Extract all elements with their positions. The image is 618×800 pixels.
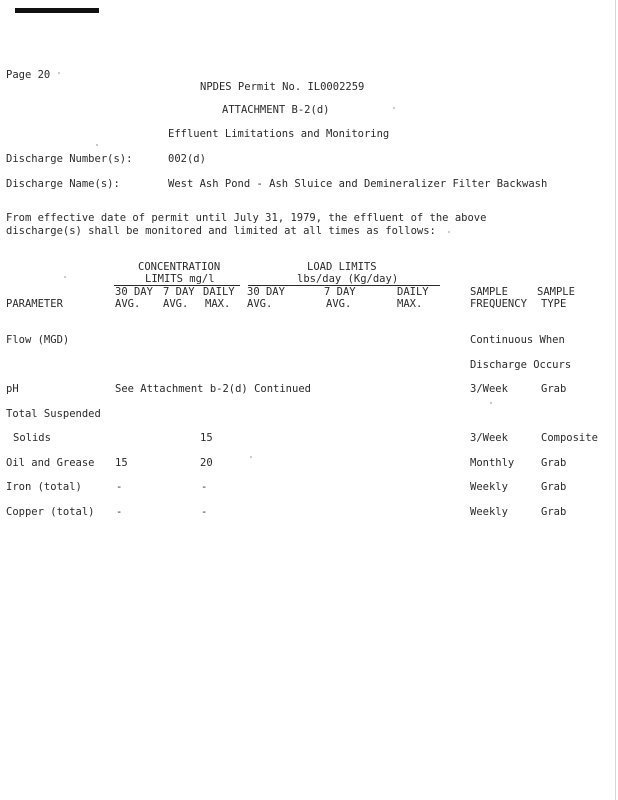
discharge-number-label: Discharge Number(s): — [6, 153, 133, 165]
type-oil: Grab — [541, 457, 567, 469]
freq-flow: Continuous When — [470, 334, 565, 346]
param-tss: Total Suspended — [6, 408, 101, 420]
conc-daily-solids: 15 — [200, 432, 213, 444]
load-30day-header: 30 DAY — [247, 286, 285, 298]
scan-speck — [96, 144, 98, 146]
scan-speck — [250, 456, 252, 458]
freq-copper: Weekly — [470, 506, 508, 518]
freq-ph: 3/Week — [470, 383, 508, 395]
conc-daily-copper: - — [201, 506, 208, 518]
conc-daily-header: DAILY — [203, 286, 235, 298]
discharge-name-value: West Ash Pond - Ash Sluice and Demineralizer Filter Backwash — [168, 178, 548, 190]
load-daily-max: MAX. — [397, 298, 423, 310]
param-solids: Solids — [13, 432, 51, 444]
discharge-name-label: Discharge Name(s): — [6, 178, 120, 190]
intro-line-1: From effective date of permit until July 31, 1979, the effluent of the above — [6, 212, 487, 224]
conc-30day-avg: AVG. — [115, 298, 141, 310]
scan-speck — [58, 72, 60, 74]
freq-flow-cont: Discharge Occurs — [470, 359, 572, 371]
freq-oil: Monthly — [470, 457, 515, 469]
conc-30day-copper: - — [116, 506, 123, 518]
conc-7day-header: 7 DAY — [163, 286, 195, 298]
page-number: Page 20 — [6, 69, 51, 81]
discharge-number-value: 002(d) — [168, 153, 206, 165]
load-daily-header: DAILY — [397, 286, 429, 298]
conc-7day-avg: AVG. — [163, 298, 189, 310]
freq-iron: Weekly — [470, 481, 508, 493]
scan-speck — [490, 402, 492, 404]
conc-30day-header: 30 DAY — [115, 286, 153, 298]
type-solids: Composite — [541, 432, 598, 444]
load-7day-avg: AVG. — [326, 298, 352, 310]
concentration-units: LIMITS mg/l — [145, 273, 215, 285]
load-7day-header: 7 DAY — [324, 286, 356, 298]
scan-speck — [448, 231, 450, 233]
load-30day-avg: AVG. — [247, 298, 273, 310]
freq-solids: 3/Week — [470, 432, 508, 444]
note-ph: See Attachment b-2(d) Continued — [115, 383, 311, 395]
scan-speck — [393, 107, 395, 109]
param-oil-grease: Oil and Grease — [6, 457, 95, 469]
parameter-header: PARAMETER — [6, 298, 63, 310]
param-ph: pH — [6, 383, 19, 395]
type-copper: Grab — [541, 506, 567, 518]
load-units: lbs/day (Kg/day) — [297, 273, 399, 285]
conc-daily-iron: - — [201, 481, 208, 493]
conc-daily-max: MAX. — [205, 298, 231, 310]
conc-daily-oil: 20 — [200, 457, 213, 469]
load-heading: LOAD LIMITS — [307, 261, 377, 273]
scan-speck — [64, 276, 66, 278]
page-edge-shadow — [615, 0, 616, 800]
param-copper: Copper (total) — [6, 506, 95, 518]
type-iron: Grab — [541, 481, 567, 493]
param-flow: Flow (MGD) — [6, 334, 70, 346]
document-subtitle: Effluent Limitations and Monitoring — [168, 128, 390, 140]
concentration-heading: CONCENTRATION — [138, 261, 221, 273]
conc-30day-oil: 15 — [115, 457, 128, 469]
param-iron: Iron (total) — [6, 481, 82, 493]
type-ph: Grab — [541, 383, 567, 395]
intro-line-2: discharge(s) shall be monitored and limited at all times as follows: — [6, 225, 436, 237]
permit-number: NPDES Permit No. IL0002259 — [200, 81, 365, 93]
conc-30day-iron: - — [116, 481, 123, 493]
scan-mark — [15, 8, 99, 13]
sample-type-header-1: SAMPLE — [537, 286, 575, 298]
sample-type-header-2: TYPE — [541, 298, 567, 310]
sample-frequency-header-1: SAMPLE — [470, 286, 508, 298]
attachment-title: ATTACHMENT B-2(d) — [222, 104, 330, 116]
sample-frequency-header-2: FREQUENCY — [470, 298, 527, 310]
